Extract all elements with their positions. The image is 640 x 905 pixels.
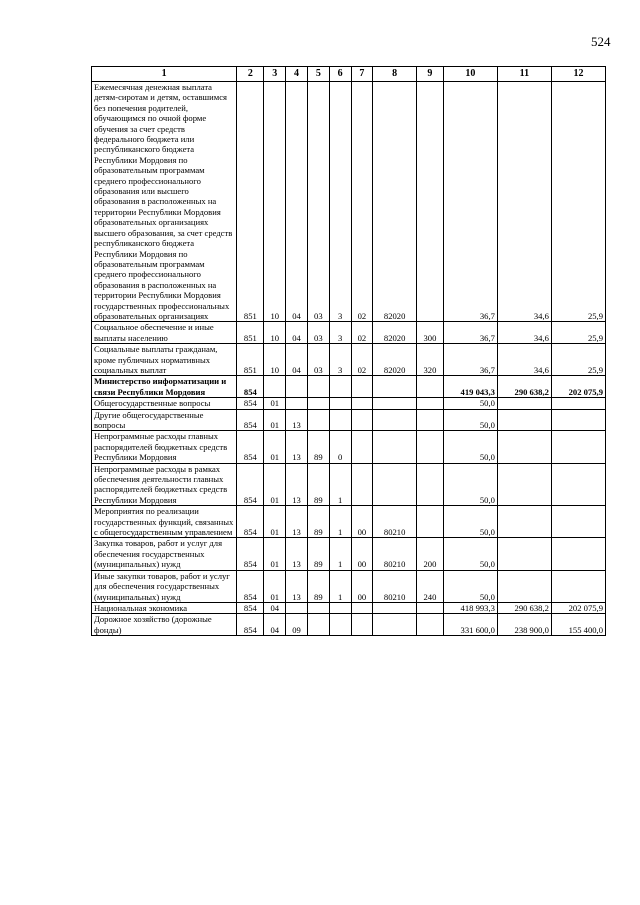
cell-col-5: 89: [307, 570, 329, 602]
cell-col-7: 02: [351, 344, 373, 376]
cell-col-6: 3: [329, 82, 351, 322]
table-row: [92, 322, 606, 344]
cell-col-4: [286, 376, 308, 398]
cell-col-10: 50,0: [443, 463, 497, 506]
table-body: [92, 82, 606, 636]
cell-col-9: [416, 82, 443, 322]
cell-col-2: 854: [237, 570, 264, 602]
cell-col-2: 851: [237, 82, 264, 322]
cell-col-4: 13: [286, 570, 308, 602]
cell-col-6: [329, 376, 351, 398]
cell-col-11: 34,6: [497, 322, 551, 344]
row-name: Дорожное хозяйство (дорожные фонды): [92, 614, 237, 636]
cell-col-8: 82020: [373, 322, 417, 344]
cell-col-9: 320: [416, 344, 443, 376]
column-header: 4: [286, 67, 308, 82]
cell-col-9: 240: [416, 570, 443, 602]
row-name: Ежемесячная денежная выплата детям-сиротам и детям, оставшимся без попечения родителей, обучающимся по очной форме обучения за счет средств федерального бюджета или республиканского бюджета Республики Мордовия по образовательным программам среднего профессионального образования или высшего образования в расположенных на территории Республики Мордовия образовательных организациях высшего образования, за счет средств республиканского бюджета Республики Мордовия по образовательным программам среднего профессионального образования в расположенных на территории Республики Мордовия государственных профессиональных образовательных организациях: [92, 82, 237, 322]
cell-col-9: [416, 602, 443, 613]
cell-col-10: 50,0: [443, 506, 497, 538]
cell-col-5: [307, 602, 329, 613]
cell-col-3: 01: [264, 431, 286, 463]
cell-col-7: [351, 614, 373, 636]
table-row: [92, 398, 606, 409]
cell-col-2: 854: [237, 463, 264, 506]
cell-col-11: 290 638,2: [497, 602, 551, 613]
table-row: [92, 344, 606, 376]
cell-col-4: 13: [286, 463, 308, 506]
table-row: [92, 376, 606, 398]
cell-col-4: 04: [286, 322, 308, 344]
cell-col-7: [351, 409, 373, 431]
cell-col-7: 02: [351, 82, 373, 322]
cell-col-10: 36,7: [443, 82, 497, 322]
cell-col-11: [497, 463, 551, 506]
cell-col-4: 09: [286, 614, 308, 636]
cell-col-3: 04: [264, 614, 286, 636]
cell-col-11: [497, 431, 551, 463]
cell-col-3: [264, 376, 286, 398]
cell-col-10: 50,0: [443, 398, 497, 409]
cell-col-9: [416, 431, 443, 463]
cell-col-12: [551, 431, 605, 463]
cell-col-10: 50,0: [443, 538, 497, 570]
row-name: Другие общегосударственные вопросы: [92, 409, 237, 431]
cell-col-10: 50,0: [443, 570, 497, 602]
budget-table: [91, 66, 606, 636]
table-row: [92, 82, 606, 322]
cell-col-3: 01: [264, 409, 286, 431]
cell-col-9: [416, 506, 443, 538]
cell-col-10: 419 043,3: [443, 376, 497, 398]
cell-col-11: [497, 538, 551, 570]
cell-col-8: [373, 409, 417, 431]
cell-col-4: [286, 602, 308, 613]
table-row: [92, 538, 606, 570]
column-header: 3: [264, 67, 286, 82]
cell-col-12: [551, 506, 605, 538]
cell-col-9: [416, 398, 443, 409]
cell-col-3: 10: [264, 344, 286, 376]
cell-col-9: 300: [416, 322, 443, 344]
cell-col-6: [329, 614, 351, 636]
cell-col-11: [497, 409, 551, 431]
cell-col-2: 854: [237, 506, 264, 538]
cell-col-5: [307, 409, 329, 431]
row-name: Министерство информатизации и связи Республики Мордовия: [92, 376, 237, 398]
cell-col-5: 89: [307, 431, 329, 463]
cell-col-12: 25,9: [551, 344, 605, 376]
column-header: 1: [92, 67, 237, 82]
row-name: Национальная экономика: [92, 602, 237, 613]
cell-col-9: [416, 409, 443, 431]
cell-col-5: [307, 376, 329, 398]
cell-col-4: 13: [286, 538, 308, 570]
header-row: [92, 67, 606, 82]
cell-col-10: 50,0: [443, 409, 497, 431]
cell-col-5: 89: [307, 506, 329, 538]
cell-col-7: 02: [351, 322, 373, 344]
cell-col-2: 851: [237, 344, 264, 376]
cell-col-5: 03: [307, 322, 329, 344]
cell-col-2: 854: [237, 409, 264, 431]
cell-col-8: 80210: [373, 538, 417, 570]
cell-col-4: 04: [286, 82, 308, 322]
table-row: [92, 463, 606, 506]
cell-col-7: 00: [351, 570, 373, 602]
row-name: Социальное обеспечение и иные выплаты населению: [92, 322, 237, 344]
cell-col-12: 202 075,9: [551, 376, 605, 398]
cell-col-9: 200: [416, 538, 443, 570]
row-name: Общегосударственные вопросы: [92, 398, 237, 409]
cell-col-7: [351, 376, 373, 398]
cell-col-2: 854: [237, 431, 264, 463]
cell-col-7: [351, 602, 373, 613]
cell-col-11: [497, 570, 551, 602]
cell-col-8: 80210: [373, 506, 417, 538]
row-name: Мероприятия по реализации государственных функций, связанных с общегосударственным управлением: [92, 506, 237, 538]
column-header: 10: [443, 67, 497, 82]
cell-col-6: [329, 409, 351, 431]
cell-col-12: [551, 538, 605, 570]
cell-col-11: 238 900,0: [497, 614, 551, 636]
cell-col-2: 854: [237, 538, 264, 570]
cell-col-12: [551, 463, 605, 506]
cell-col-12: 155 400,0: [551, 614, 605, 636]
cell-col-12: [551, 570, 605, 602]
cell-col-4: [286, 398, 308, 409]
page-number: 524: [591, 34, 611, 49]
cell-col-7: 00: [351, 506, 373, 538]
cell-col-8: 82020: [373, 344, 417, 376]
cell-col-6: 1: [329, 463, 351, 506]
row-name: Непрограммные расходы в рамках обеспечения деятельности главных распорядителей бюджетных средств Республики Мордовия: [92, 463, 237, 506]
table-row: [92, 602, 606, 613]
cell-col-11: [497, 506, 551, 538]
cell-col-6: 1: [329, 570, 351, 602]
cell-col-6: 0: [329, 431, 351, 463]
table-row: [92, 506, 606, 538]
cell-col-11: 34,6: [497, 82, 551, 322]
cell-col-9: [416, 614, 443, 636]
cell-col-3: 01: [264, 398, 286, 409]
column-header: 8: [373, 67, 417, 82]
cell-col-12: [551, 398, 605, 409]
cell-col-5: 89: [307, 538, 329, 570]
cell-col-8: [373, 431, 417, 463]
cell-col-6: 3: [329, 322, 351, 344]
table-row: [92, 409, 606, 431]
cell-col-6: [329, 602, 351, 613]
cell-col-2: 854: [237, 398, 264, 409]
row-name: Непрограммные расходы главных распорядителей бюджетных средств Республики Мордовия: [92, 431, 237, 463]
cell-col-4: 13: [286, 431, 308, 463]
cell-col-8: [373, 614, 417, 636]
row-name: Закупка товаров, работ и услуг для обеспечения государственных (муниципальных) нужд: [92, 538, 237, 570]
cell-col-12: 25,9: [551, 322, 605, 344]
cell-col-7: [351, 398, 373, 409]
cell-col-9: [416, 376, 443, 398]
cell-col-5: 03: [307, 344, 329, 376]
cell-col-5: [307, 614, 329, 636]
cell-col-11: [497, 398, 551, 409]
table-row: [92, 570, 606, 602]
cell-col-5: [307, 398, 329, 409]
cell-col-3: 01: [264, 570, 286, 602]
cell-col-9: [416, 463, 443, 506]
cell-col-3: 01: [264, 463, 286, 506]
cell-col-5: 89: [307, 463, 329, 506]
cell-col-7: [351, 463, 373, 506]
cell-col-8: 80210: [373, 570, 417, 602]
cell-col-11: 34,6: [497, 344, 551, 376]
cell-col-6: 3: [329, 344, 351, 376]
column-header: 7: [351, 67, 373, 82]
cell-col-10: 36,7: [443, 344, 497, 376]
row-name: Иные закупки товаров, работ и услуг для обеспечения государственных (муниципальных) нужд: [92, 570, 237, 602]
cell-col-8: [373, 602, 417, 613]
cell-col-3: 10: [264, 322, 286, 344]
column-header: 9: [416, 67, 443, 82]
cell-col-8: [373, 398, 417, 409]
cell-col-10: 50,0: [443, 431, 497, 463]
table-row: [92, 614, 606, 636]
cell-col-7: [351, 431, 373, 463]
cell-col-8: 82020: [373, 82, 417, 322]
table-row: [92, 431, 606, 463]
column-header: 12: [551, 67, 605, 82]
cell-col-2: 854: [237, 602, 264, 613]
cell-col-2: 854: [237, 614, 264, 636]
cell-col-2: 854: [237, 376, 264, 398]
cell-col-4: 13: [286, 409, 308, 431]
row-name: Социальные выплаты гражданам, кроме публичных нормативных социальных выплат: [92, 344, 237, 376]
cell-col-6: 1: [329, 506, 351, 538]
cell-col-3: 01: [264, 538, 286, 570]
cell-col-6: 1: [329, 538, 351, 570]
column-header: 6: [329, 67, 351, 82]
cell-col-11: 290 638,2: [497, 376, 551, 398]
cell-col-4: 04: [286, 344, 308, 376]
cell-col-12: [551, 409, 605, 431]
cell-col-5: 03: [307, 82, 329, 322]
cell-col-12: 202 075,9: [551, 602, 605, 613]
cell-col-4: 13: [286, 506, 308, 538]
cell-col-7: 00: [351, 538, 373, 570]
column-header: 11: [497, 67, 551, 82]
cell-col-8: [373, 463, 417, 506]
cell-col-8: [373, 376, 417, 398]
cell-col-10: 418 993,3: [443, 602, 497, 613]
cell-col-12: 25,9: [551, 82, 605, 322]
column-header: 5: [307, 67, 329, 82]
cell-col-10: 331 600,0: [443, 614, 497, 636]
cell-col-3: 04: [264, 602, 286, 613]
column-header: 2: [237, 67, 264, 82]
cell-col-6: [329, 398, 351, 409]
cell-col-10: 36,7: [443, 322, 497, 344]
cell-col-3: 01: [264, 506, 286, 538]
cell-col-2: 851: [237, 322, 264, 344]
cell-col-3: 10: [264, 82, 286, 322]
